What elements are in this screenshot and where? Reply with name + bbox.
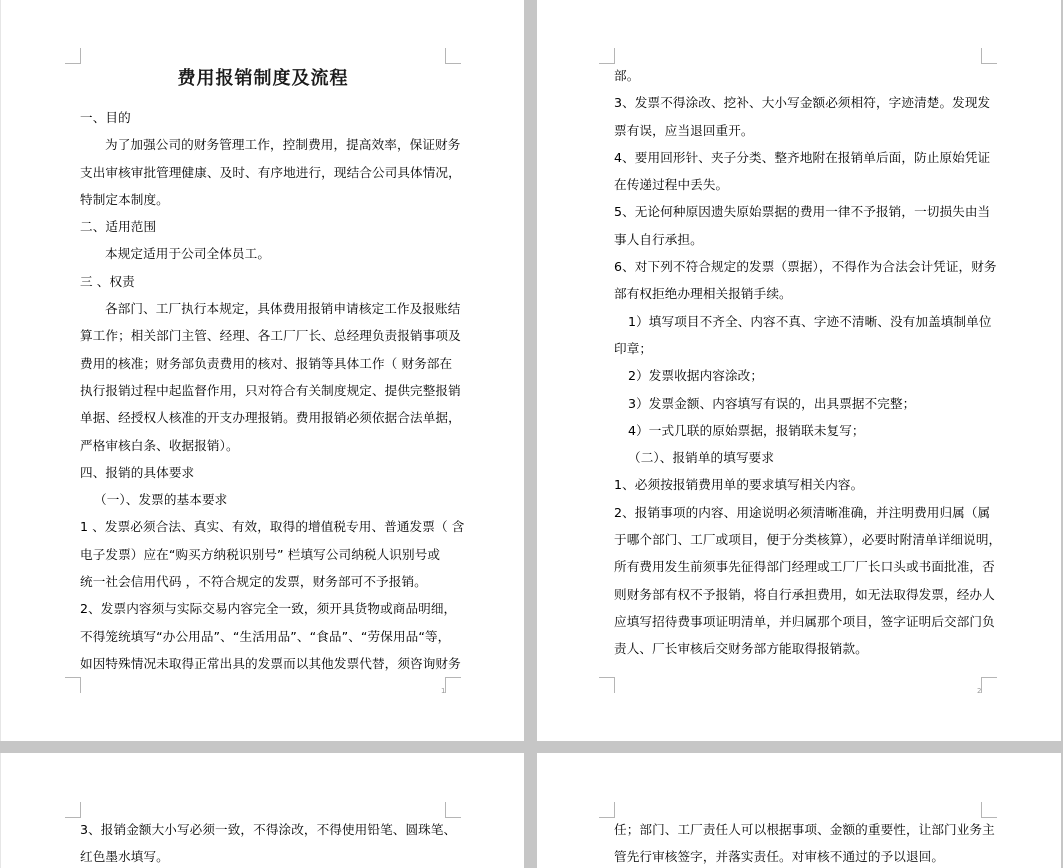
- heading-purpose: 一、目的: [80, 110, 131, 125]
- subheading-invoice-requirements: （一）、发票的基本要求: [94, 492, 228, 508]
- paragraph-line: 如因特殊情况未取得正常出具的发票而以其他发票代替，须咨询财务: [80, 655, 461, 671]
- paragraph-line: 印章；: [614, 340, 653, 356]
- paragraph-line: 任；部门、工厂责任人可以根据事项、金额的重要性，让部门业务主: [614, 822, 995, 837]
- paragraph-line: 4、要用回形针、夹子分类、整齐地附在报销单后面，防止原始凭证: [614, 149, 991, 165]
- heading-responsibilities: 三 、权责: [80, 273, 135, 289]
- paragraph-line: 5、无论何种原因遗失原始票据的费用一律不予报销，一切损失由当: [614, 204, 991, 220]
- paragraph-line: 单据、经授权人核准的开支办理报销。费用报销必须依据合法单据，: [80, 410, 461, 426]
- margin-mark-top-right: [981, 48, 997, 64]
- page-body[interactable]: [80, 816, 457, 868]
- paragraph-line: 本规定适用于公司全体员工。: [105, 246, 271, 262]
- paragraph-line: 执行报销过程中起监督作用，只对符合有关制度规定、提供完整报销: [80, 382, 461, 398]
- paragraph-line: 部有权拒绝办理相关报销手续。: [614, 286, 792, 302]
- paragraph-line: 则财务部有权不予报销，将自行承担费用，如无法取得发票，经办人: [614, 586, 995, 602]
- margin-mark-bottom-left: [599, 677, 615, 693]
- paragraph-line: 所有费用发生前须事先征得部门经理或工厂厂长口头或书面批准，否: [614, 559, 995, 575]
- paragraph-line: 在传递过程中丢失。: [614, 177, 729, 193]
- paragraph-line: 电子发票）应在“购买方纳税识别号” 栏填写公司纳税人识别号或: [80, 546, 441, 562]
- page-body[interactable]: [614, 816, 995, 868]
- paragraph-line: 责人、厂长审核后交财务部方能取得报销款。: [614, 641, 868, 657]
- page-4: [537, 753, 1061, 868]
- margin-mark-top-right: [445, 802, 461, 818]
- list-item: 2）发票收据内容涂改；: [628, 368, 764, 384]
- paragraph-line: 特制定本制度。: [80, 191, 169, 207]
- paragraph-line: 为了加强公司的财务管理工作，控制费用，提高效率，保证财务: [105, 137, 461, 153]
- heading-scope: 二、适用范围: [80, 219, 157, 235]
- paragraph-line: 3、报销金额大小写必须一致，不得涂改，不得使用铅笔、圆珠笔、: [80, 822, 457, 837]
- margin-mark-bottom-right: [981, 677, 997, 693]
- paragraph-line: 1、必须按报销费用单的要求填写相关内容。: [614, 477, 864, 493]
- paragraph-line: 严格审核白条、收据报销）。: [80, 437, 239, 453]
- paragraph-line: 部。: [614, 68, 640, 83]
- paragraph-line: 红色墨水填写。: [80, 849, 169, 865]
- paragraph-line: 于哪个部门、工厂或项目，便于分类核算），必要时附清单详细说明，: [614, 532, 1002, 548]
- paragraph-line: 2、发票内容须与实际交易内容完全一致，须开具货物或商品明细，: [80, 601, 457, 617]
- page-number: 1: [441, 687, 446, 695]
- page-number: 2: [977, 687, 982, 695]
- list-item: 3）发票金额、内容填写有误的，出具票据不完整；: [628, 395, 916, 411]
- paragraph-line: 不得笼统填写“办公用品”、“生活用品”、“食品”、“劳保用品“等，: [80, 628, 451, 644]
- paragraph-line: 2、报销事项的内容、用途说明必须清晰准确，并注明费用归属（属: [614, 504, 991, 520]
- margin-mark-top-left: [65, 802, 81, 818]
- page-1: [0, 0, 524, 741]
- margin-mark-top-left: [65, 48, 81, 64]
- paragraph-line: 算工作；相关部门主管、经理、各工厂厂长、总经理负责报销事项及: [80, 328, 461, 344]
- paragraph-line: 1 、发票必须合法、真实、有效，取得的增值税专用、普通发票（ 含: [80, 519, 465, 535]
- margin-mark-top-right: [445, 48, 461, 64]
- page-2: [537, 0, 1061, 741]
- paragraph-line: 应填写招待费事项证明清单，并归属那个项目，签字证明后交部门负: [614, 613, 995, 629]
- margin-mark-bottom-left: [65, 677, 81, 693]
- paragraph-line: 3、发票不得涂改、挖补、大小写金额必须相符，字迹清楚。发现发: [614, 95, 991, 111]
- list-item: 1）填写项目不齐全、内容不真、字迹不清晰、没有加盖填制单位: [628, 313, 992, 329]
- margin-mark-top-right: [981, 802, 997, 818]
- paragraph-line: 统一社会信用代码 ，不符合规定的发票，财务部可不予报销。: [80, 574, 427, 590]
- list-item: 4）一式几联的原始票据，报销联未复写；: [628, 422, 865, 438]
- paragraph-line: 事人自行承担。: [614, 231, 703, 247]
- page-body[interactable]: [614, 62, 1002, 663]
- document-title: 费用报销制度及流程: [177, 68, 349, 89]
- margin-mark-top-left: [599, 802, 615, 818]
- paragraph-line: 6、对下列不符合规定的发票（票据），不得作为合法会计凭证，财务: [614, 259, 997, 275]
- margin-mark-bottom-right: [445, 677, 461, 693]
- page-3: [0, 753, 524, 868]
- paragraph-line: 管先行审核签字，并落实责任。对审核不通过的予以退回。: [614, 849, 945, 865]
- paragraph-line: 费用的核准；财务部负责费用的核对、报销等具体工作（ 财务部在: [80, 355, 453, 371]
- subheading-form-requirements: （二）、报销单的填写要求: [628, 450, 775, 466]
- paragraph-line: 支出审核审批管理健康、及时、有序地进行，现结合公司具体情况，: [80, 164, 461, 180]
- page-body[interactable]: [80, 104, 465, 677]
- heading-requirements: 四、报销的具体要求: [80, 464, 195, 480]
- paragraph-line: 票有误，应当退回重开。: [614, 122, 754, 138]
- margin-mark-top-left: [599, 48, 615, 64]
- paragraph-line: 各部门、工厂执行本规定，具体费用报销申请核定工作及报账结: [105, 301, 461, 317]
